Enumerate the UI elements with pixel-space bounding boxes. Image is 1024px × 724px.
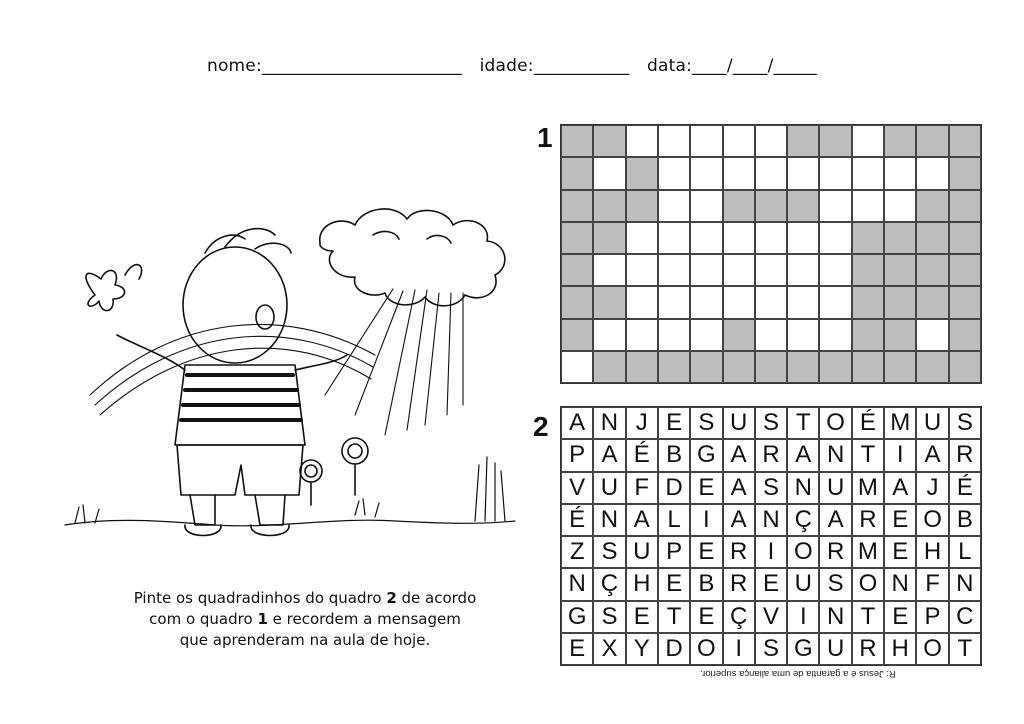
letter-cell[interactable]: Ç xyxy=(723,601,755,633)
shaded-cell xyxy=(884,125,916,157)
instructions-text xyxy=(90,588,520,651)
shaded-cell xyxy=(884,319,916,351)
letter-cell[interactable]: N xyxy=(787,472,819,504)
date-field[interactable]: data:____/____/_____ xyxy=(647,56,818,76)
butterfly-icon xyxy=(86,265,142,311)
shaded-cell xyxy=(723,190,755,222)
blank-cell xyxy=(884,157,916,189)
letter-cell[interactable]: I xyxy=(787,601,819,633)
letter-cell[interactable]: M xyxy=(852,536,884,568)
letter-cell[interactable]: O xyxy=(852,568,884,600)
letter-cell[interactable]: N xyxy=(593,504,625,536)
shaded-cell xyxy=(723,351,755,383)
letter-cell[interactable]: X xyxy=(593,633,625,665)
shaded-cell xyxy=(884,351,916,383)
letter-cell[interactable]: É xyxy=(561,504,593,536)
letter-cell[interactable]: A xyxy=(916,439,948,471)
shaded-cell xyxy=(949,351,981,383)
blank-cell xyxy=(884,190,916,222)
shaded-cell xyxy=(787,125,819,157)
blank-cell xyxy=(819,286,851,318)
letter-cell[interactable]: E xyxy=(690,601,722,633)
letter-cell[interactable]: S xyxy=(949,407,981,439)
letter-cell[interactable]: L xyxy=(658,504,690,536)
blank-cell xyxy=(852,125,884,157)
shaded-cell xyxy=(593,190,625,222)
shaded-cell xyxy=(561,319,593,351)
shaded-cell xyxy=(723,319,755,351)
letter-cell[interactable]: E xyxy=(690,536,722,568)
letter-cell[interactable]: V xyxy=(755,601,787,633)
blank-cell xyxy=(690,190,722,222)
letter-cell[interactable]: S xyxy=(755,633,787,665)
shaded-cell xyxy=(916,125,948,157)
shaded-cell xyxy=(949,125,981,157)
blank-cell xyxy=(916,319,948,351)
letter-cell[interactable]: H xyxy=(884,633,916,665)
shaded-cell xyxy=(626,190,658,222)
letter-cell[interactable]: E xyxy=(561,633,593,665)
shaded-cell xyxy=(852,351,884,383)
shaded-cell xyxy=(884,222,916,254)
letter-cell[interactable]: F xyxy=(916,568,948,600)
shaded-cell xyxy=(949,190,981,222)
letter-cell[interactable]: I xyxy=(884,439,916,471)
blank-cell xyxy=(755,222,787,254)
shaded-cell xyxy=(626,157,658,189)
letter-cell[interactable]: S xyxy=(755,472,787,504)
letter-cell[interactable]: I xyxy=(755,536,787,568)
blank-cell xyxy=(658,157,690,189)
blank-cell xyxy=(819,157,851,189)
letter-cell[interactable]: L xyxy=(949,536,981,568)
letter-cell[interactable]: I xyxy=(690,504,722,536)
letter-cell[interactable]: P xyxy=(916,601,948,633)
blank-cell xyxy=(787,319,819,351)
letter-cell[interactable]: N xyxy=(755,504,787,536)
blank-cell xyxy=(658,190,690,222)
letter-cell[interactable]: Ç xyxy=(593,568,625,600)
blank-cell xyxy=(819,190,851,222)
letter-cell[interactable]: T xyxy=(658,601,690,633)
letter-cell[interactable]: B xyxy=(690,568,722,600)
shaded-cell xyxy=(916,222,948,254)
letter-cell[interactable]: T xyxy=(852,601,884,633)
letter-cell[interactable]: T xyxy=(787,407,819,439)
shaded-cell xyxy=(852,286,884,318)
letter-cell[interactable]: J xyxy=(626,407,658,439)
blank-cell xyxy=(755,157,787,189)
blank-cell xyxy=(593,254,625,286)
blank-cell xyxy=(690,254,722,286)
letter-cell[interactable]: E xyxy=(658,407,690,439)
instr-line2c: e recordem a mensagem xyxy=(267,610,461,628)
shaded-cell xyxy=(658,351,690,383)
blank-cell xyxy=(690,125,722,157)
letter-cell[interactable]: U xyxy=(626,536,658,568)
blank-cell xyxy=(593,319,625,351)
shaded-cell xyxy=(916,286,948,318)
letter-cell[interactable]: E xyxy=(884,504,916,536)
letter-cell[interactable]: U xyxy=(819,633,851,665)
blank-cell xyxy=(658,125,690,157)
shaded-cell xyxy=(787,351,819,383)
letter-cell[interactable]: E xyxy=(755,568,787,600)
letter-cell[interactable]: N xyxy=(819,439,851,471)
blank-cell xyxy=(690,157,722,189)
blank-cell xyxy=(561,351,593,383)
child-rainbow-illustration xyxy=(55,195,535,555)
instr-line1c: de acordo xyxy=(396,589,477,607)
blank-cell xyxy=(852,190,884,222)
shaded-cell xyxy=(561,286,593,318)
letter-cell[interactable]: A xyxy=(819,504,851,536)
shaded-cell xyxy=(593,222,625,254)
letter-cell[interactable]: D xyxy=(658,472,690,504)
instr-line1b: 2 xyxy=(386,589,397,607)
shaded-cell xyxy=(755,351,787,383)
blank-cell xyxy=(755,125,787,157)
blank-cell xyxy=(755,254,787,286)
letter-cell[interactable]: S xyxy=(593,536,625,568)
letter-cell[interactable]: E xyxy=(884,536,916,568)
answer-key: R: Jesus é a garantia de uma aliança superior. xyxy=(700,668,896,679)
letter-cell[interactable]: G xyxy=(787,633,819,665)
blank-cell xyxy=(690,319,722,351)
instr-line2a: com o quadro xyxy=(149,610,258,628)
letter-cell[interactable]: R xyxy=(723,568,755,600)
blank-cell xyxy=(658,222,690,254)
letter-cell[interactable]: R xyxy=(723,536,755,568)
blank-cell xyxy=(787,157,819,189)
letter-cell[interactable]: F xyxy=(626,472,658,504)
letter-cell[interactable]: U xyxy=(723,407,755,439)
letter-cell[interactable]: E xyxy=(626,601,658,633)
shaded-cell xyxy=(949,222,981,254)
age-field[interactable]: idade:___________ xyxy=(479,56,630,76)
letter-cell[interactable]: V xyxy=(561,472,593,504)
boy-icon xyxy=(117,229,347,536)
blank-cell xyxy=(819,254,851,286)
shaded-cell xyxy=(593,351,625,383)
cloud-icon xyxy=(320,209,505,306)
letter-cell[interactable]: R xyxy=(755,439,787,471)
letter-cell[interactable]: O xyxy=(916,633,948,665)
shaded-cell xyxy=(884,286,916,318)
letter-cell[interactable]: T xyxy=(949,633,981,665)
blank-cell xyxy=(787,286,819,318)
instr-line1a: Pinte os quadradinhos do quadro xyxy=(133,589,387,607)
letter-cell[interactable]: S xyxy=(819,568,851,600)
blank-cell xyxy=(787,254,819,286)
grass xyxy=(65,457,515,526)
blank-cell xyxy=(593,157,625,189)
blank-cell xyxy=(658,254,690,286)
letter-cell[interactable]: S xyxy=(690,407,722,439)
letter-cell[interactable]: H xyxy=(626,568,658,600)
shaded-cell xyxy=(949,286,981,318)
shaded-cell xyxy=(916,351,948,383)
shaded-cell xyxy=(819,351,851,383)
letter-cell[interactable]: A xyxy=(884,472,916,504)
letter-cell[interactable]: J xyxy=(916,472,948,504)
letter-cell[interactable]: A xyxy=(626,504,658,536)
letter-cell[interactable]: R xyxy=(852,633,884,665)
letter-cell[interactable]: A xyxy=(723,439,755,471)
letter-cell[interactable]: É xyxy=(626,439,658,471)
letter-cell[interactable]: N xyxy=(884,568,916,600)
letter-cell[interactable]: É xyxy=(949,472,981,504)
letter-cell[interactable]: Y xyxy=(626,633,658,665)
letter-cell[interactable]: E xyxy=(658,568,690,600)
shaded-cell xyxy=(690,351,722,383)
letter-cell[interactable]: P xyxy=(658,536,690,568)
grid2-number: 2 xyxy=(533,411,549,442)
shaded-cell xyxy=(819,125,851,157)
shaded-cell xyxy=(852,319,884,351)
blank-cell xyxy=(787,222,819,254)
flower-icon xyxy=(300,438,368,505)
blank-cell xyxy=(723,286,755,318)
letter-cell[interactable]: I xyxy=(723,633,755,665)
light-rays xyxy=(325,289,463,435)
letter-cell[interactable]: E xyxy=(884,601,916,633)
blank-cell xyxy=(755,286,787,318)
letter-cell[interactable]: O xyxy=(690,633,722,665)
shaded-cell xyxy=(561,125,593,157)
letter-cell[interactable]: M xyxy=(852,472,884,504)
letter-cell[interactable]: P xyxy=(561,439,593,471)
shaded-cell xyxy=(561,190,593,222)
shaded-cell xyxy=(626,351,658,383)
shaded-cell xyxy=(755,190,787,222)
rainbow-icon xyxy=(90,324,375,415)
letter-cell[interactable]: G xyxy=(561,601,593,633)
letter-cell[interactable]: U xyxy=(787,568,819,600)
blank-cell xyxy=(626,319,658,351)
blank-cell xyxy=(658,286,690,318)
letter-cell[interactable]: A xyxy=(723,472,755,504)
letter-cell[interactable]: T xyxy=(852,439,884,471)
shaded-cell xyxy=(593,286,625,318)
letter-cell[interactable]: N xyxy=(593,407,625,439)
blank-cell xyxy=(723,157,755,189)
letter-cell[interactable]: H xyxy=(916,536,948,568)
shaded-cell xyxy=(852,222,884,254)
shaded-cell xyxy=(884,254,916,286)
shaded-cell xyxy=(561,254,593,286)
letter-cell[interactable]: O xyxy=(787,536,819,568)
blank-cell xyxy=(819,319,851,351)
blank-cell xyxy=(626,254,658,286)
blank-cell xyxy=(755,319,787,351)
letter-cell[interactable]: R xyxy=(949,439,981,471)
instr-line3: que aprenderam na aula de hoje. xyxy=(179,631,431,649)
blank-cell xyxy=(690,286,722,318)
letter-cell[interactable]: G xyxy=(690,439,722,471)
letter-cell[interactable]: E xyxy=(690,472,722,504)
shaded-cell xyxy=(593,125,625,157)
letter-cell[interactable]: C xyxy=(949,601,981,633)
shaded-cell xyxy=(561,157,593,189)
letter-cell[interactable]: D xyxy=(658,633,690,665)
letter-cell[interactable]: U xyxy=(593,472,625,504)
shaded-cell xyxy=(916,254,948,286)
letter-cell[interactable]: O xyxy=(819,407,851,439)
letter-cell[interactable]: R xyxy=(819,536,851,568)
letter-cell[interactable]: N xyxy=(819,601,851,633)
letter-cell[interactable]: R xyxy=(852,504,884,536)
letter-cell[interactable]: B xyxy=(658,439,690,471)
letter-cell[interactable]: U xyxy=(819,472,851,504)
letter-cell[interactable]: Z xyxy=(561,536,593,568)
shaded-cell xyxy=(852,254,884,286)
letter-cell[interactable]: A xyxy=(593,439,625,471)
letter-cell[interactable]: S xyxy=(593,601,625,633)
letter-cell[interactable]: N xyxy=(561,568,593,600)
blank-cell xyxy=(626,125,658,157)
student-info-header xyxy=(0,56,1024,76)
letter-cell[interactable]: N xyxy=(949,568,981,600)
letter-cell[interactable]: U xyxy=(916,407,948,439)
blank-cell xyxy=(690,222,722,254)
blank-cell xyxy=(626,286,658,318)
letter-cell[interactable]: B xyxy=(949,504,981,536)
shaded-cell xyxy=(949,319,981,351)
blank-cell xyxy=(916,157,948,189)
shaded-cell xyxy=(561,222,593,254)
pattern-grid xyxy=(560,124,982,384)
letter-cell[interactable]: A xyxy=(787,439,819,471)
letter-cell[interactable]: M xyxy=(884,407,916,439)
blank-cell xyxy=(819,222,851,254)
letter-cell[interactable]: A xyxy=(723,504,755,536)
grid1-number: 1 xyxy=(537,122,553,153)
instr-line2b: 1 xyxy=(257,610,268,628)
letter-grid xyxy=(560,406,982,666)
name-field[interactable]: nome:_______________________ xyxy=(206,56,462,76)
blank-cell xyxy=(723,222,755,254)
letter-cell[interactable]: A xyxy=(561,407,593,439)
shaded-cell xyxy=(949,254,981,286)
shaded-cell xyxy=(949,157,981,189)
blank-cell xyxy=(852,157,884,189)
letter-cell[interactable]: S xyxy=(755,407,787,439)
blank-cell xyxy=(723,254,755,286)
shaded-cell xyxy=(916,190,948,222)
letter-cell[interactable]: Ç xyxy=(787,504,819,536)
blank-cell xyxy=(723,125,755,157)
blank-cell xyxy=(658,319,690,351)
letter-cell[interactable]: O xyxy=(916,504,948,536)
blank-cell xyxy=(626,222,658,254)
letter-cell[interactable]: É xyxy=(852,407,884,439)
shaded-cell xyxy=(787,190,819,222)
